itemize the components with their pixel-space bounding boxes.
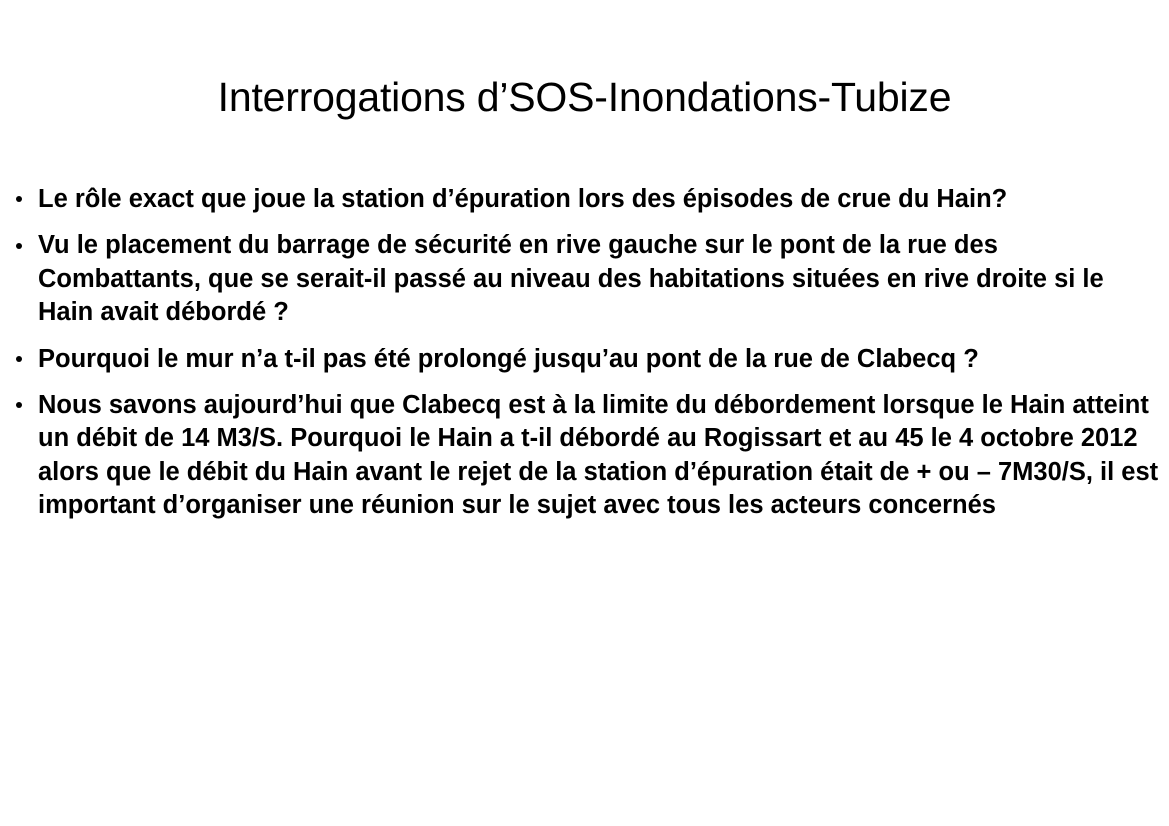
page-title: Interrogations d’SOS-Inondations-Tubize xyxy=(217,74,952,120)
list-item xyxy=(10,229,1162,329)
bullet-list xyxy=(10,183,1162,523)
list-item xyxy=(10,183,1162,216)
bullet-dot-icon xyxy=(16,196,22,202)
list-item-text: Le rôle exact que joue la station d’épuration lors des épisodes de crue du Hain? xyxy=(38,185,1008,213)
bullet-dot-icon xyxy=(16,402,22,408)
list-item-text: Vu le placement du barrage de sécurité en rive gauche sur le pont de la rue des Combattants, que se serait-il passé au niveau des habitations situées en rive droite si le Hain avait débordé ? xyxy=(38,231,1104,327)
list-item xyxy=(10,343,1162,376)
list-item-text: Nous savons aujourd’hui que Clabecq est à la limite du débordement lorsque le Hain atteint un débit de 14 M3/S. Pourquoi le Hain a t-il débordé au Rogissart et au 45 le 4 octobre 2012 alors que le débit du Hain avant le rejet de la station d’épuration était de + ou – 7M30/S, il est important d’organiser une réunion sur le sujet avec tous les acteurs concernés xyxy=(38,390,1159,520)
list-item xyxy=(10,389,1162,523)
bullet-dot-icon xyxy=(16,356,22,362)
list-item-text: Pourquoi le mur n’a t-il pas été prolongé jusqu’au pont de la rue de Clabecq ? xyxy=(38,344,979,373)
bullet-dot-icon xyxy=(16,243,22,249)
slide-body xyxy=(10,183,1162,523)
